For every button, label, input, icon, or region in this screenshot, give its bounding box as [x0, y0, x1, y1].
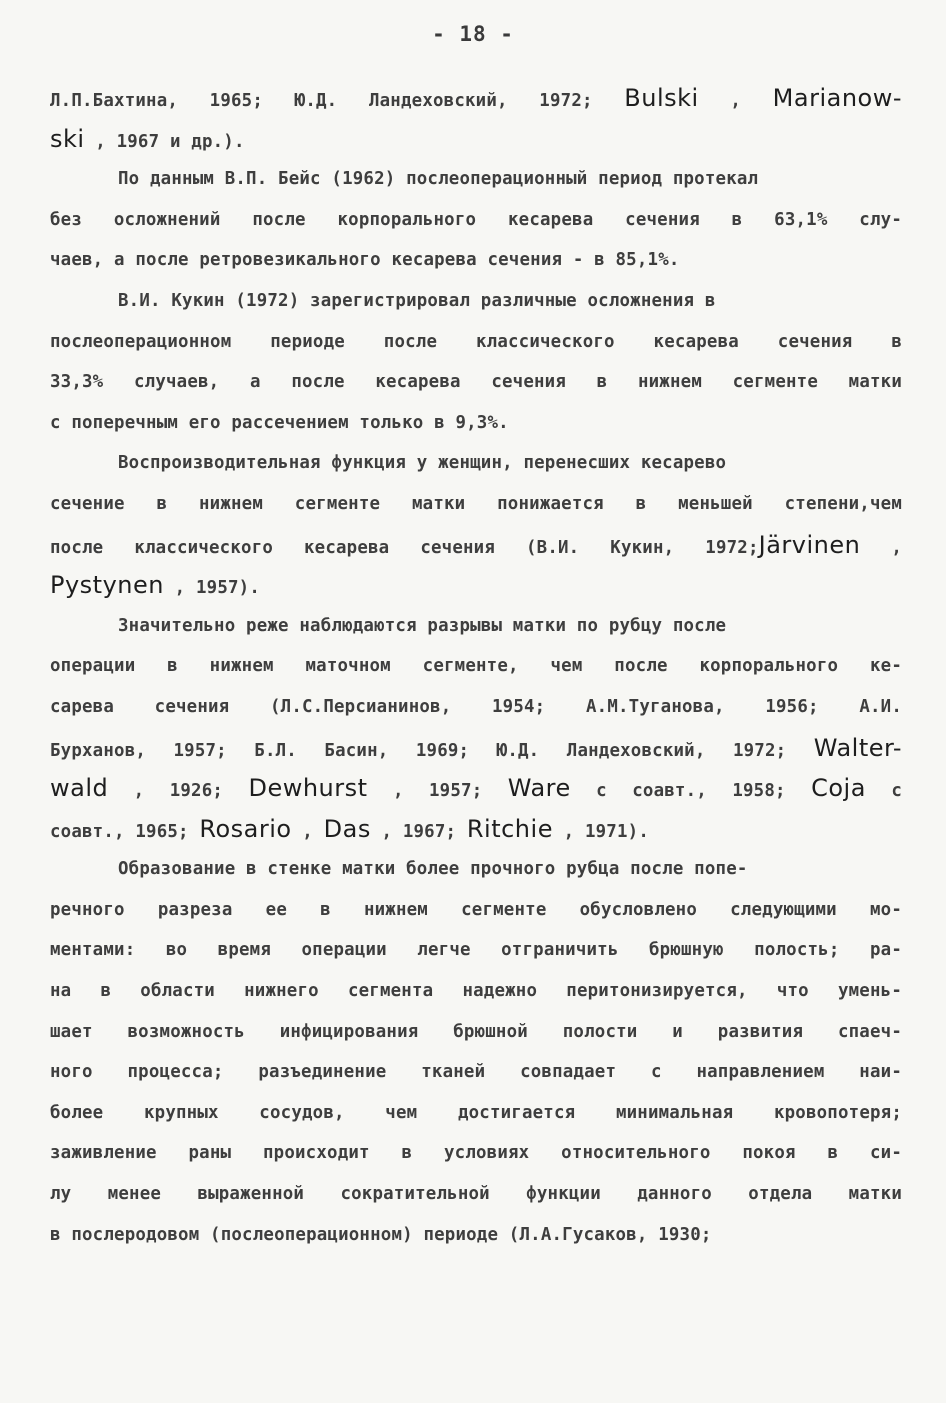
- text-line: [50, 1133, 902, 1174]
- typed-text: заживление раны происходит в условиях относительного покоя в си-: [50, 1143, 902, 1164]
- handwritten-author-name: Ware: [507, 774, 571, 803]
- text-line: [50, 200, 902, 241]
- text-line: [50, 809, 902, 850]
- typed-text: , 1957;: [367, 781, 508, 802]
- typed-text: после классического кесарева сечения (В.И. Кукин, 1972;: [50, 537, 759, 558]
- typed-text: сарева сечения (Л.С.Персианинов, 1954; А.М.Туганова, 1956; А.И.: [50, 696, 902, 717]
- typed-text: в послеродовом (послеоперационном) периоде (Л.А.Гусаков, 1930;: [50, 1224, 712, 1245]
- text-line: [50, 1215, 902, 1256]
- typed-text: ,: [698, 91, 773, 111]
- text-line: [50, 930, 902, 971]
- typed-text: шает возможность инфицирования брюшной полости и развития спаеч-: [50, 1021, 902, 1042]
- typed-text: Л.П.Бахтина, 1965; Ю.Д. Ландеховский, 1972;: [50, 91, 625, 111]
- typed-text: , 1967 и др.).: [84, 131, 245, 152]
- typed-text: Бурханов, 1957; Б.Л. Басин, 1969; Ю.Д. Ландеховский, 1972;: [50, 740, 814, 761]
- text-line: [50, 687, 902, 728]
- text-line: [50, 565, 902, 606]
- typed-text: речного разреза ее в нижнем сегменте обусловлено следующими мо-: [50, 899, 902, 920]
- text-line: [50, 525, 902, 566]
- handwritten-author-name: Walter-: [813, 733, 902, 762]
- page-number: - 18 -: [432, 22, 514, 46]
- document-body: [50, 78, 902, 1255]
- typed-text: сечение в нижнем сегменте матки понижается в меньшей степени,чем: [50, 493, 902, 514]
- text-line: [50, 1174, 902, 1215]
- handwritten-author-name: Bulski: [624, 84, 699, 112]
- text-line: [50, 606, 902, 647]
- text-line: [50, 78, 902, 119]
- text-line: [50, 1052, 902, 1093]
- handwritten-author-name: Das: [323, 814, 371, 843]
- text-line: [50, 403, 902, 444]
- typed-text: с: [865, 781, 902, 802]
- text-line: [50, 484, 902, 525]
- handwritten-author-name: Marianow-: [772, 84, 902, 112]
- typed-text: послеоперационном периоде после классического кесарева сечения в: [50, 331, 902, 352]
- text-line: [50, 1093, 902, 1134]
- text-line: [50, 646, 902, 687]
- typed-text: Значительно реже наблюдаются разрывы матки по рубцу после: [118, 615, 727, 636]
- typed-text: с поперечным его рассечением только в 9,3%.: [50, 412, 509, 433]
- typed-text: лу менее выраженной сократительной функции данного отдела матки: [50, 1184, 902, 1205]
- text-line: [50, 849, 902, 890]
- typed-text: По данным В.П. Бейс (1962) послеоперационный период протекал: [118, 169, 759, 190]
- handwritten-author-name: Coja: [811, 774, 866, 803]
- handwritten-author-name: Järvinen: [758, 530, 861, 559]
- typed-text: 33,3% случаев, а после кесарева сечения в нижнем сегменте матки: [50, 372, 902, 393]
- typed-text: ментами: во время операции легче отграничить брюшную полость; ра-: [50, 940, 902, 961]
- typed-text: Образование в стенке матки более прочного рубца после попе-: [118, 859, 748, 880]
- typed-text: без осложнений после корпорального кесарева сечения в 63,1% слу-: [50, 209, 902, 230]
- typed-text: Воспроизводительная функция у женщин, перенесших кесарево: [118, 453, 727, 474]
- typed-text: с соавт., 1958;: [570, 781, 812, 802]
- text-line: [50, 890, 902, 931]
- text-line: [50, 322, 902, 363]
- text-line: [50, 119, 902, 160]
- text-line: [50, 768, 902, 809]
- handwritten-author-name: Ritchie: [466, 814, 553, 843]
- text-line: [50, 281, 902, 322]
- typed-text: В.И. Кукин (1972) зарегистрировал различные осложнения в: [118, 290, 716, 311]
- typed-text: более крупных сосудов, чем достигается минимальная кровопотеря;: [50, 1102, 902, 1123]
- typed-text: , 1967;: [370, 821, 467, 842]
- typed-text: ного процесса; разъединение тканей совпадает с направлением наи-: [50, 1062, 902, 1083]
- text-line: [50, 728, 902, 769]
- typed-text: , 1971).: [552, 821, 649, 842]
- handwritten-author-name: Rosario: [199, 814, 292, 843]
- typed-text: , 1957).: [163, 578, 261, 599]
- text-line: [50, 240, 902, 281]
- typed-text: на в области нижнего сегмента надежно перитонизируется, что умень-: [50, 981, 902, 1002]
- handwritten-author-name: wald: [50, 774, 109, 803]
- handwritten-author-name: Pystynen: [50, 571, 164, 600]
- text-line: [50, 443, 902, 484]
- typed-text: чаев, а после ретровезикального кесарева сечения - в 85,1%.: [50, 250, 680, 271]
- typed-text: ,: [291, 821, 324, 842]
- text-line: [50, 1012, 902, 1053]
- text-line: [50, 971, 902, 1012]
- typed-text: ,: [860, 537, 902, 558]
- text-line: [50, 159, 902, 200]
- handwritten-author-name: Dewhurst: [248, 774, 368, 803]
- typed-text: операции в нижнем маточном сегменте, чем после корпорального ке-: [50, 656, 902, 677]
- text-line: [50, 362, 902, 403]
- typed-text: соавт., 1965;: [50, 821, 200, 842]
- handwritten-author-name: ski: [50, 124, 85, 153]
- typed-text: , 1926;: [108, 781, 249, 802]
